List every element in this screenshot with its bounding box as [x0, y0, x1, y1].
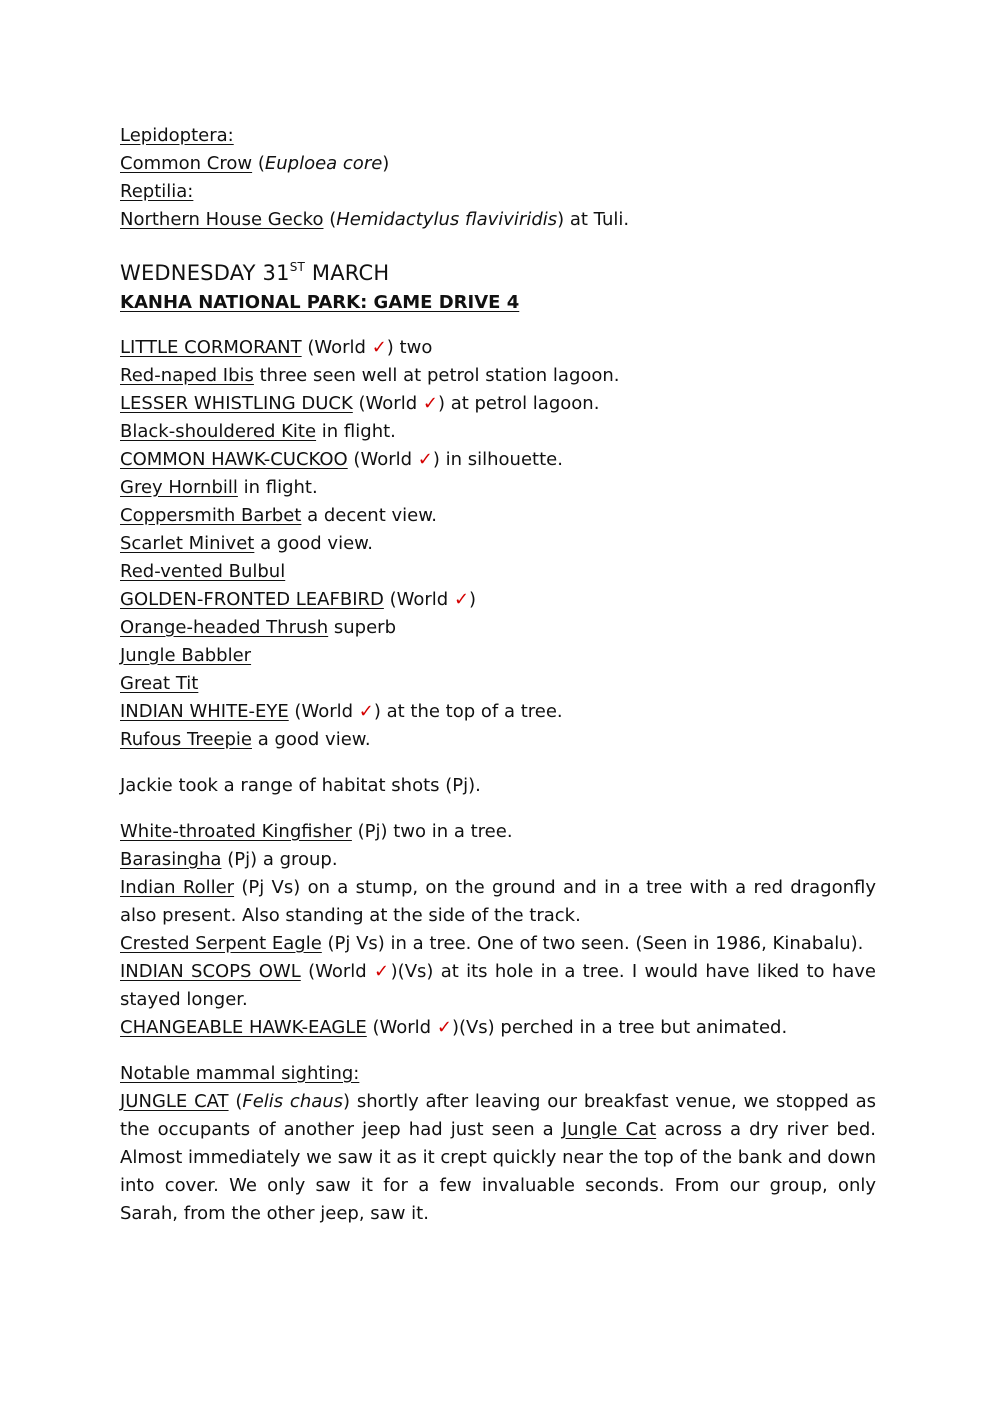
- crow-scientific-name: Euploea core: [264, 153, 383, 174]
- gecko-name: Northern House Gecko: [120, 209, 324, 230]
- species-name: Jungle Babbler: [120, 645, 252, 666]
- document-page: [120, 122, 876, 1228]
- sighting-note: in flight.: [237, 477, 318, 498]
- species-name: Rufous Treepie: [120, 729, 252, 750]
- species-name: Great Tit: [120, 673, 199, 694]
- species-name: LITTLE CORMORANT: [120, 337, 302, 358]
- sighting-note: a good view.: [251, 729, 371, 750]
- sighting-item: [120, 586, 876, 614]
- sighting-item: [120, 558, 876, 586]
- sighting-item: [120, 726, 876, 754]
- species-name: Coppersmith Barbet: [120, 505, 302, 526]
- world-label: (World: [352, 393, 423, 414]
- reptilia-line: [120, 178, 876, 206]
- jungle-cat-inline-name: Jungle Cat: [561, 1119, 657, 1140]
- species-name: Red-naped Ibis: [120, 365, 254, 386]
- sighting-note: a decent view.: [301, 505, 438, 526]
- scops-owl-paragraph: [120, 958, 876, 1014]
- barasingha-line: [120, 846, 876, 874]
- world-label: (World: [383, 589, 454, 610]
- sighting-note: superb: [328, 617, 397, 638]
- scops-owl-pre: (World: [300, 961, 374, 982]
- species-name: COMMON HAWK-CUCKOO: [120, 449, 348, 470]
- world-tick-icon: ✓: [422, 393, 438, 414]
- sighting-item: [120, 334, 876, 362]
- lepidoptera-label: Lepidoptera:: [120, 125, 234, 146]
- world-tick-icon: ✓: [373, 961, 391, 982]
- serpent-eagle-line: [120, 930, 876, 958]
- jungle-cat-paragraph: [120, 1088, 876, 1228]
- sighting-note: ) at the top of a tree.: [373, 701, 563, 722]
- world-tick-icon: ✓: [417, 449, 433, 470]
- barasingha-name: Barasingha: [120, 849, 222, 870]
- date-superscript: ST: [289, 260, 306, 274]
- species-name: GOLDEN-FRONTED LEAFBIRD: [120, 589, 384, 610]
- serpent-eagle-name: Crested Serpent Eagle: [120, 933, 322, 954]
- world-label: (World: [288, 701, 359, 722]
- kingfisher-note: (Pj) two in a tree.: [351, 821, 513, 842]
- jungle-cat-open: (: [228, 1091, 243, 1112]
- sighting-item: [120, 614, 876, 642]
- sighting-item: [120, 362, 876, 390]
- gecko-line: [120, 206, 876, 234]
- sighting-note: three seen well at petrol station lagoon.: [253, 365, 620, 386]
- crow-close: ): [382, 153, 390, 174]
- species-name: Orange-headed Thrush: [120, 617, 329, 638]
- world-tick-icon: ✓: [436, 1017, 452, 1038]
- serpent-eagle-note: (Pj Vs) in a tree. One of two seen. (Seen in 1986, Kinabalu).: [321, 933, 864, 954]
- sightings-list: [120, 334, 876, 754]
- crow-open: (: [252, 153, 265, 174]
- jungle-cat-text-2: across a dry river bed. Almost immediately we saw it as it crept quickly near the top of the bank and down into cover. We only saw it for a few invaluable seconds. From our group, only Sarah, from the other jeep, saw it.: [120, 1119, 876, 1224]
- sighting-item: [120, 446, 876, 474]
- hawk-eagle-pre: (World: [366, 1017, 437, 1038]
- species-name: INDIAN WHITE-EYE: [120, 701, 289, 722]
- kingfisher-name: White-throated Kingfisher: [120, 821, 352, 842]
- date-text: WEDNESDAY 31: [120, 261, 290, 285]
- sighting-note: ) two: [386, 337, 433, 358]
- jungle-cat-scientific-name: Felis chaus: [242, 1091, 344, 1112]
- habitat-note: Jackie took a range of habitat shots (Pj).: [120, 775, 481, 796]
- sighting-note: ) at petrol lagoon.: [437, 393, 600, 414]
- common-crow-name: Common Crow: [120, 153, 253, 174]
- world-tick-icon: ✓: [453, 589, 470, 610]
- sighting-item: [120, 418, 876, 446]
- hawk-eagle-name: CHANGEABLE HAWK-EAGLE: [120, 1017, 367, 1038]
- species-name: Grey Hornbill: [120, 477, 238, 498]
- species-name: LESSER WHISTLING DUCK: [120, 393, 353, 414]
- roller-name: Indian Roller: [120, 877, 235, 898]
- mammal-label-line: [120, 1060, 876, 1088]
- barasingha-note: (Pj) a group.: [221, 849, 338, 870]
- gecko-open: (: [323, 209, 337, 230]
- species-name: Red-vented Bulbul: [120, 561, 286, 582]
- hawk-eagle-line: [120, 1014, 876, 1042]
- world-tick-icon: ✓: [371, 337, 387, 358]
- gecko-close: ) at Tuli.: [557, 209, 630, 230]
- sighting-item: [120, 390, 876, 418]
- jungle-cat-name: JUNGLE CAT: [120, 1091, 229, 1112]
- species-name: Scarlet Minivet: [120, 533, 255, 554]
- sighting-note: a good view.: [254, 533, 373, 554]
- date-heading: [120, 258, 876, 288]
- gecko-scientific-name: Hemidactylus flaviviridis: [336, 209, 558, 230]
- species-name: Black-shouldered Kite: [120, 421, 317, 442]
- lepidoptera-line: [120, 122, 876, 150]
- sighting-note: ): [469, 589, 477, 610]
- scops-owl-post: )(Vs) at its hole in a tree. I would have liked to have stayed longer.: [120, 961, 876, 1010]
- sighting-note: ) in silhouette.: [432, 449, 563, 470]
- hawk-eagle-post: )(Vs) perched in a tree but animated.: [451, 1017, 788, 1038]
- kingfisher-line: [120, 818, 876, 846]
- sighting-item: [120, 698, 876, 726]
- world-label: (World: [301, 337, 372, 358]
- section-subtitle: KANHA NATIONAL PARK: GAME DRIVE 4: [120, 292, 520, 313]
- sighting-item: [120, 642, 876, 670]
- mammal-label: Notable mammal sighting:: [120, 1063, 360, 1084]
- sighting-item: [120, 530, 876, 558]
- scops-owl-name: INDIAN SCOPS OWL: [120, 961, 301, 982]
- sighting-item: [120, 502, 876, 530]
- world-label: (World: [347, 449, 418, 470]
- month-text: MARCH: [305, 261, 390, 285]
- roller-note: (Pj Vs) on a stump, on the ground and in a tree with a red dragonfly also present. Also standing at the side of the track.: [120, 877, 876, 926]
- sighting-item: [120, 474, 876, 502]
- common-crow-line: [120, 150, 876, 178]
- world-tick-icon: ✓: [358, 701, 374, 722]
- roller-paragraph: [120, 874, 876, 930]
- reptilia-label: Reptilia:: [120, 181, 194, 202]
- jungle-cat-text-1: ) shortly after leaving our breakfast venue, we stopped as the occupants of another jeep had just seen a: [120, 1091, 876, 1140]
- sighting-note: in flight.: [316, 421, 396, 442]
- sighting-item: [120, 670, 876, 698]
